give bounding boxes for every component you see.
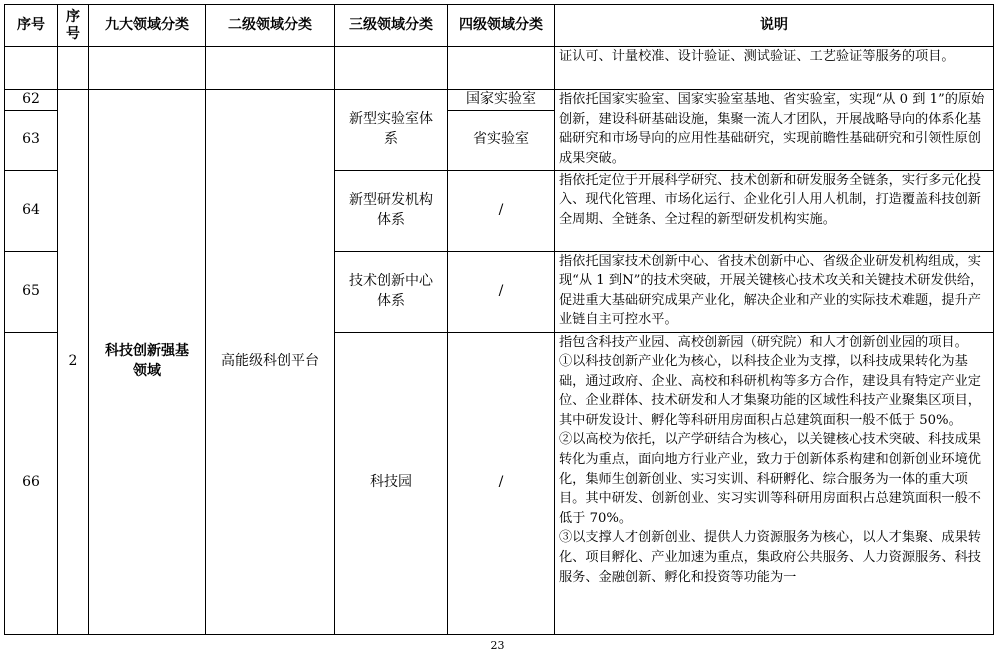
project-classification-table bbox=[4, 4, 994, 635]
desc-item-1: ①以科技创新产业化为核心，以科技企业为支撑，以科技成果转化为基础，通过政府、企业、高校和科研机构等多方合作，建设具有特定产业定位、企业群体、技术研发和人才集聚功能的区域性科技产业聚集区项目，其中研发设计、孵化等科研用房面积占总建筑面积一般不低于 50%。 bbox=[559, 354, 981, 428]
row-seq: 62 bbox=[5, 90, 58, 111]
desc-item-3: ③以支撑人才创新创业、提供人力资源服务为核心，以人才集聚、成果转化、项目孵化、产业加速为重点，集政府公共服务、人力资源服务、科技服务、金融创新、孵化和投资等功能为一 bbox=[559, 530, 981, 585]
header-level2: 二级领域分类 bbox=[206, 5, 335, 47]
header-level3: 三级领域分类 bbox=[335, 5, 448, 47]
row-level3: 新型实验室体系 bbox=[335, 90, 448, 171]
row-desc bbox=[555, 332, 994, 634]
row-level3: 技术创新中心体系 bbox=[335, 251, 448, 332]
row-seq: 63 bbox=[5, 110, 58, 170]
row-seq: 64 bbox=[5, 170, 58, 251]
header-level1: 九大领域分类 bbox=[89, 5, 206, 47]
row-seq: 66 bbox=[5, 332, 58, 634]
header-row bbox=[5, 5, 994, 47]
header-desc: 说明 bbox=[555, 5, 994, 47]
continuation-desc: 证认可、计量校准、设计验证、测试验证、工艺验证等服务的项目。 bbox=[555, 47, 994, 90]
header-level4: 四级领域分类 bbox=[448, 5, 555, 47]
table-row bbox=[5, 90, 994, 111]
row-desc: 指依托定位于开展科学研究、技术创新和研发服务全链条，实行多元化投入、现代化管理、市场化运行、企业化引人用人机制，打造覆盖科技创新全周期、全链条、全过程的新型研发机构实施。 bbox=[555, 170, 994, 251]
group-level1: 科技创新强基领域 bbox=[89, 90, 206, 635]
row-level3: 新型研发机构体系 bbox=[335, 170, 448, 251]
row-level4: / bbox=[448, 170, 555, 251]
header-sub-seq: 序号 bbox=[58, 5, 89, 47]
row-desc: 指依托国家实验室、国家实验室基地、省实验室，实现“从 0 到 1”的原始创新，建设科研基础设施，集聚一流人才团队，开展战略导向的体系化基础研究和市场导向的应用性基础研究，实现前瞻性基础研究和引领性原创成果突破。 bbox=[555, 90, 994, 171]
desc-item-2: ②以高校为依托，以产学研结合为核心，以关键核心技术突破、科技成果转化为重点，面向地方行业产业，致力于创新体系构建和创新创业环境优化，集师生创新创业、实习实训、科研孵化、综合服务为一体的重大项目。其中研发、创新创业、实习实训等科研用房面积占总建筑面积一般不低于 70%。 bbox=[559, 432, 981, 526]
row-level4: 国家实验室 bbox=[448, 90, 555, 111]
page-number: 23 bbox=[490, 639, 505, 652]
row-level4: 省实验室 bbox=[448, 110, 555, 170]
header-seq: 序号 bbox=[5, 5, 58, 47]
row-seq: 65 bbox=[5, 251, 58, 332]
group-sub-seq: 2 bbox=[58, 90, 89, 635]
row-level4: / bbox=[448, 251, 555, 332]
group-level2: 高能级科创平台 bbox=[206, 90, 335, 635]
continuation-row bbox=[5, 47, 994, 90]
row-level3: 科技园 bbox=[335, 332, 448, 634]
row-level4: / bbox=[448, 332, 555, 634]
row-desc: 指依托国家技术创新中心、省技术创新中心、省级企业研发机构组成，实现“从 1 到N”的技术突破，开展关键核心技术攻关和关键技术研发供给，促进重大基础研究成果产业化，解决企业和产业的实际技术难题，提升产业链自主可控水平。 bbox=[555, 251, 994, 332]
desc-intro: 指包含科技产业园、高校创新园（研究院）和人才创新创业园的项目。 bbox=[559, 334, 968, 350]
